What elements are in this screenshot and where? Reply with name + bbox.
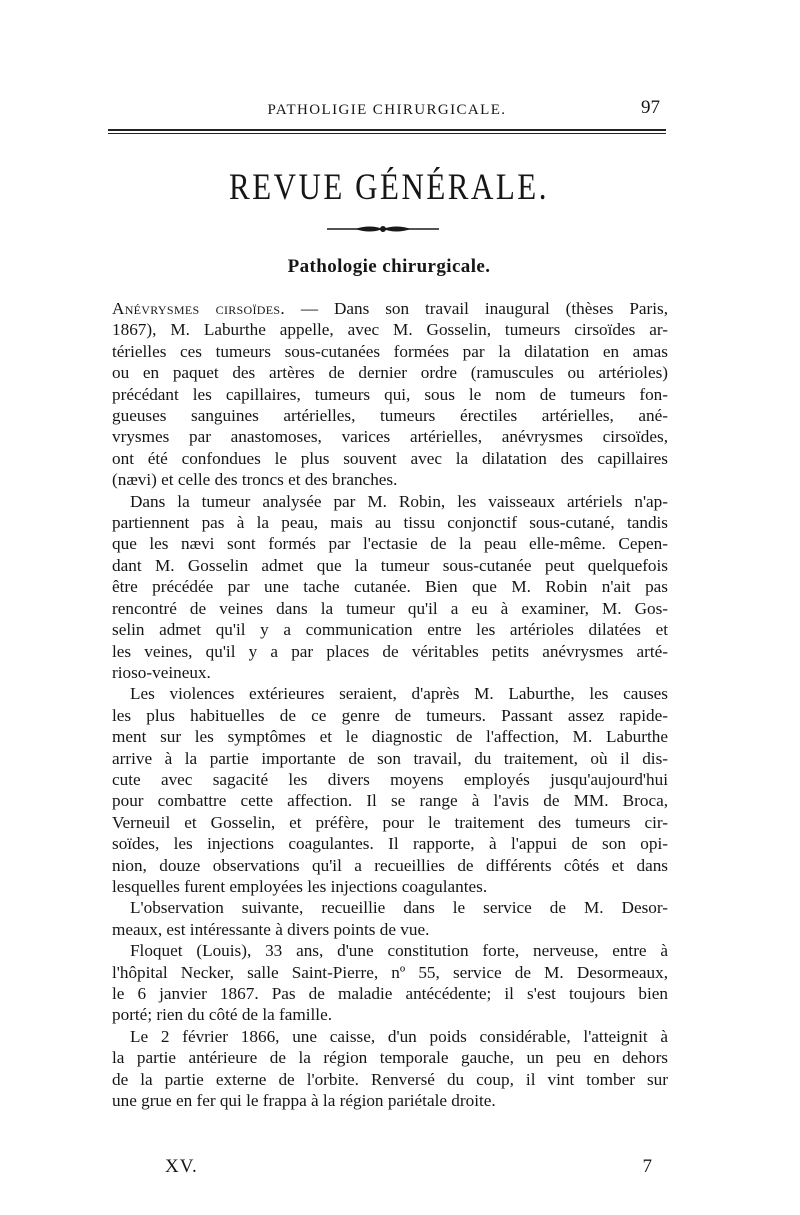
text-line: arrive à la partie importante de son travail, du traitement, où il dis- [112,748,668,768]
text-line: Dans la tumeur analysée par M. Robin, les vaisseaux artériels n'ap- [130,491,668,511]
text-line: meaux, est intéressante à divers points de vue. [112,919,430,939]
running-head: PATHOLIGIE CHIRURGICALE. [267,102,507,118]
text-line: Le 2 février 1866, une caisse, d'un poids considérable, l'atteignit à [130,1026,668,1046]
page-number: 97 [641,97,660,118]
paragraph-observation [112,897,668,940]
text-line: selin admet qu'il y a communication entre les artérioles dilatées et [112,620,668,640]
paragraph-aneurysms [112,298,668,491]
text-line: L'observation suivante, recueillie dans le service de M. Desor- [130,898,668,918]
text-line: Les violences extérieures seraient, d'après M. Laburthe, les causes [130,684,668,704]
paragraph-accident [112,1026,668,1112]
text-line: lesquelles furent employées les injections coagulantes. [112,876,488,896]
text-line: dant M. Gosselin admet que la tumeur sous-cutanée peut quelquefois [112,555,668,575]
text-line: le 6 janvier 1867. Pas de maladie antécédente; il s'est toujours bien [112,984,668,1003]
header-rule [108,129,666,134]
paragraph-violences [112,683,668,897]
text-line: pour combattre cette affection. Il se range à l'avis de MM. Broca, [112,791,668,811]
paragraph-lead: Anévrysmes cirsoïdes. [112,299,285,318]
text-line: rencontré de veines dans la tumeur qu'il a eu à examiner, M. Gos- [112,598,668,618]
ornament-divider [325,224,441,234]
body-text [112,298,668,1111]
text-line: soïdes, les injections coagulantes. Il rapporte, à l'appui de son opi- [112,834,668,854]
text-line: vrysmes par anastomoses, varices artérielles, anévrysmes cirsoïdes, [112,427,668,447]
text-line: Verneuil et Gosselin, et préfère, pour le traitement des tumeurs cir- [112,812,668,832]
text-line: nion, douze observations qu'il a recueillies de différents côtés et dans [112,855,668,875]
text-line: 1867), M. Laburthe appelle, avec M. Gosselin, tumeurs cirsoïdes ar- [112,320,668,340]
text-line: partiennent pas à la peau, mais au tissu conjonctif sous-cutané, tandis [112,513,668,533]
paragraph-robin [112,491,668,684]
text-line: (nævi) et celle des troncs et des branches. [112,470,398,490]
text-line: que les nævi sont formés par l'ectasie de la peau elle-même. Cepen- [112,534,668,554]
section-title: Pathologie chirurgicale. [287,256,491,277]
paragraph-floquet [112,940,668,1026]
text-line: porté; rien du côté de la famille. [112,1005,333,1025]
text-line: être précédée par une tache cutanée. Bien que M. Robin n'ait pas [112,577,668,597]
text-line: la partie antérieure de la région temporale gauche, un peu en dehors [112,1048,668,1068]
main-title: REVUE GÉNÉRALE. [229,166,549,208]
text-line: gueuses sanguines artérielles, tumeurs érectiles artérielles, ané- [112,406,668,426]
text-line: Floquet (Louis), 33 ans, d'une constitution forte, nerveuse, entre à [130,941,668,961]
text-line: rioso-veineux. [112,662,211,682]
text-line: de la partie externe de l'orbite. Renversé du coup, il vint tomber sur [112,1069,668,1089]
text-line: l'hôpital Necker, salle Saint-Pierre, nº 55, service de M. Desormeaux, [112,962,668,982]
text-line: ou en paquet des artères de dernier ordre (ramuscules ou artérioles) [112,363,668,383]
text-line: ont été confondues le plus souvent avec la dilatation des capillaires [112,448,668,468]
text-line: térielles ces tumeurs sous-cutanées formées par la dilatation en amas [112,341,668,361]
text-line: les plus habituelles de ce genre de tumeurs. Passant assez rapide- [112,705,668,725]
text-line: cute avec sagacité les divers moyens employés jusqu'aujourd'hui [112,769,668,789]
text-line: ment sur les symptômes et le diagnostic de l'affection, M. Laburthe [112,727,668,747]
text-line: — Dans son travail inaugural (thèses Paris, [284,299,669,318]
text-line: précédant les capillaires, tumeurs qui, sous le nom de tumeurs fon- [112,384,668,404]
text-line: une grue en fer qui le frappa à la région pariétale droite. [112,1091,496,1111]
signature-mark: XV. [165,1156,198,1177]
folio-number: 7 [642,1156,652,1177]
text-line: les veines, qu'il y a par places de véritables petits anévrysmes arté- [112,641,668,661]
